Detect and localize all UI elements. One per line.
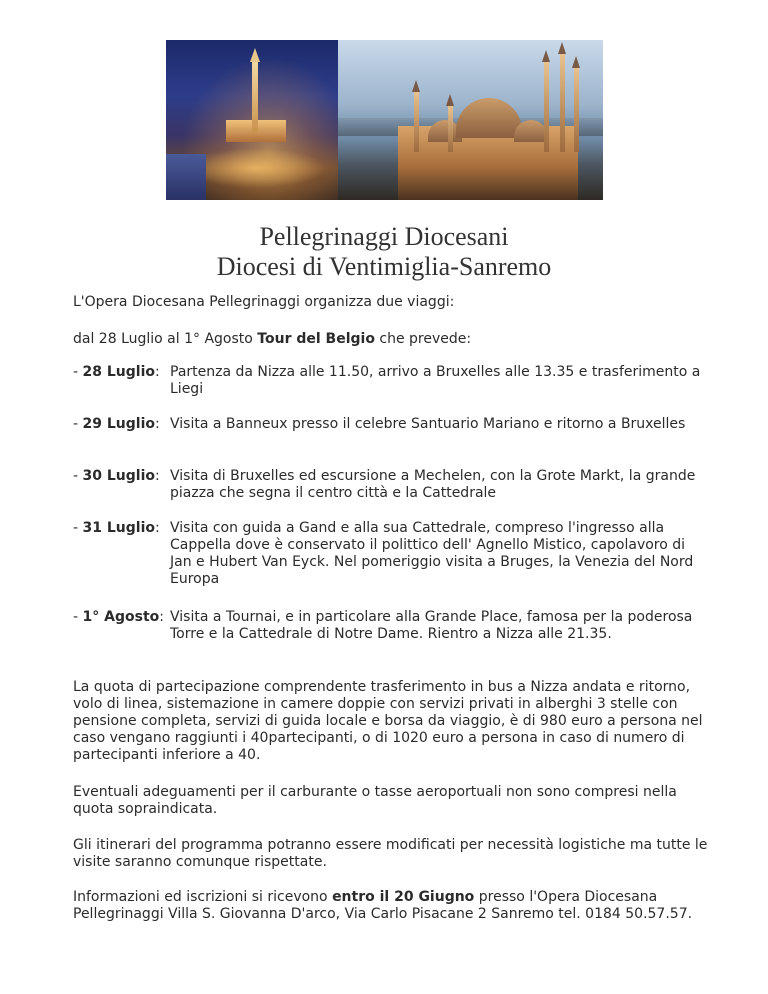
item-text: Visita con guida a Gand e alla sua Cattedrale, compreso l'ingresso alla Cappella dove è conservato il polittico dell' Agnello Mistico, capolavoro di Jan e Hubert Van Eyck. Nel pomeriggio visita a Bruges, la Venezia del Nord Europa (170, 520, 694, 587)
item-dash: - (73, 416, 83, 432)
tour-name: Tour del Belgio (257, 331, 375, 347)
item-text: Visita di Bruxelles ed escursione a Mechelen, con la Grote Markt, la grande piazza che segna il centro città e la Cattedrale (170, 468, 696, 501)
item-date: 30 Luglio (82, 468, 155, 484)
mosque-photo (338, 40, 603, 200)
item-date: 1° Agosto (82, 609, 160, 625)
item-colon: : (155, 520, 160, 536)
item-dash: - (73, 609, 83, 625)
brussels-night-photo (166, 40, 338, 200)
info-prefix: Informazioni ed iscrizioni si ricevono (73, 889, 333, 905)
info-deadline: entro il 20 Giugno (332, 889, 475, 905)
item-dash: - (73, 364, 83, 380)
item-dash: - (73, 520, 83, 536)
header-banner (166, 40, 603, 200)
tour-line-prefix: dal 28 Luglio al 1° Agosto (73, 331, 258, 347)
price-paragraph: La quota di partecipazione comprendente trasferimento in bus a Nizza andata e ritorno, volo di linea, sistemazione in camere doppie con servizi privati in alberghi 3 stelle con pensione completa, servizi di guida locale e borsa da viaggio, è di 980 euro a persona nel caso vengano raggiunti i 40partecipanti, o di 1020 euro a persona in caso di numero di partecipanti inferiore a 40. (73, 679, 703, 763)
info-suffix: presso l'Opera Diocesana Pellegrinaggi Villa S. Giovanna D'arco, Via Carlo Pisacane 2 Sanremo tel. 0184 50.57.57. (73, 889, 693, 922)
item-date: 31 Luglio (82, 520, 155, 536)
item-colon: : (155, 364, 160, 380)
item-colon: : (159, 609, 164, 625)
item-date: 29 Luglio (82, 416, 155, 432)
item-date: 28 Luglio (82, 364, 155, 380)
info-paragraph (73, 889, 713, 923)
item-colon: : (155, 468, 160, 484)
fuel-paragraph: Eventuali adeguamenti per il carburante o tasse aeroportuali non sono compresi nella quota sopraindicata. (73, 784, 677, 817)
item-text: Partenza da Nizza alle 11.50, arrivo a Bruxelles alle 13.35 e trasferimento a Liegi (170, 364, 701, 397)
itinerary-note-paragraph: Gli itinerari del programma potranno essere modificati per necessità logistiche ma tutte le visite saranno comunque rispettate. (73, 837, 708, 870)
title-line-1: Pellegrinaggi Diocesani (259, 222, 509, 251)
item-text: Visita a Banneux presso il celebre Santuario Mariano e ritorno a Bruxelles (170, 416, 686, 432)
item-dash: - (73, 468, 83, 484)
item-text: Visita a Tournai, e in particolare alla Grande Place, famosa per la poderosa Torre e la Cattedrale di Notre Dame. Rientro a Nizza alle 21.35. (170, 609, 693, 642)
tour-line (73, 331, 713, 348)
item-colon: : (155, 416, 160, 432)
title-line-2: Diocesi di Ventimiglia-Sanremo (216, 252, 552, 281)
tour-line-suffix: che prevede: (374, 331, 472, 347)
intro-paragraph: L'Opera Diocesana Pellegrinaggi organizza due viaggi: (73, 294, 455, 310)
